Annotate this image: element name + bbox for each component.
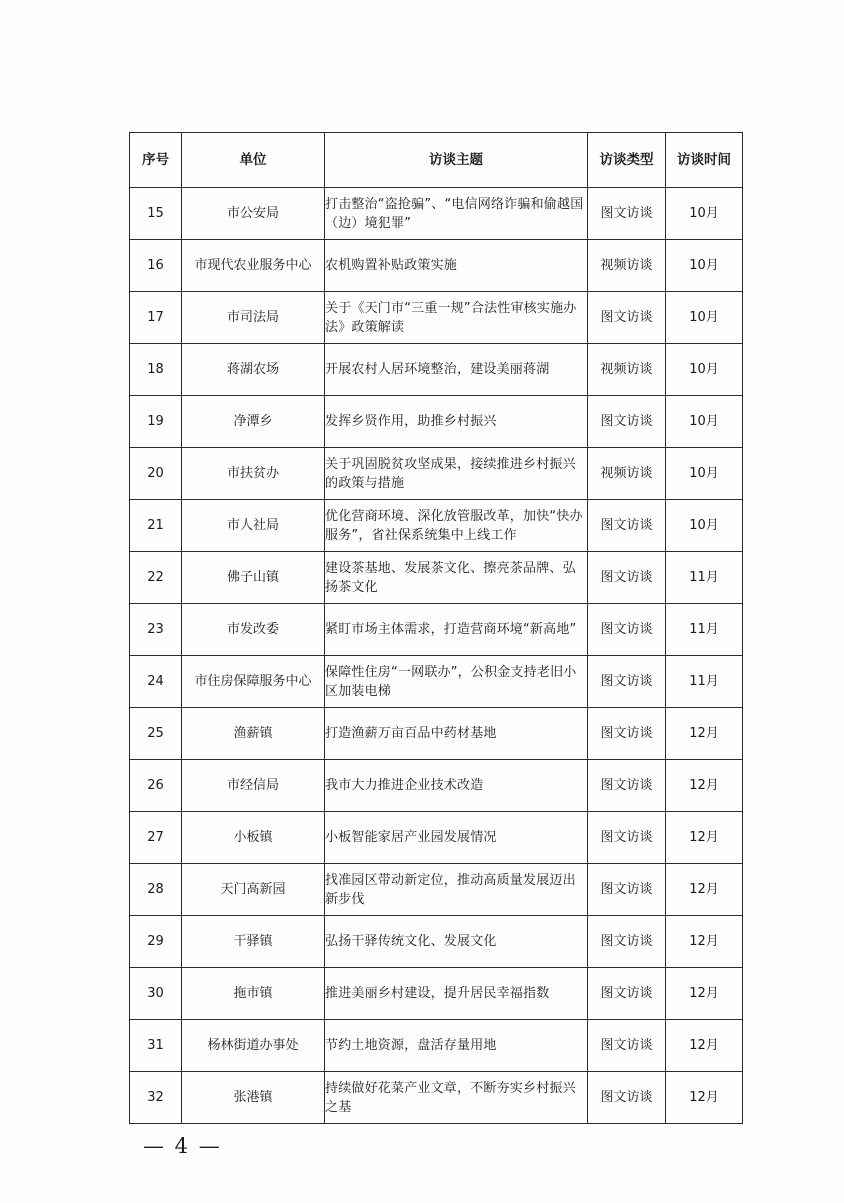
cell-topic: 优化营商环境、深化放管服改革，加快“快办服务”，省社保系统集中上线工作 [325,500,588,552]
cell-topic: 发挥乡贤作用，助推乡村振兴 [325,396,588,448]
cell-unit: 天门高新园 [182,864,325,916]
cell-unit: 净潭乡 [182,396,325,448]
cell-no: 18 [130,344,182,396]
table-row [130,760,743,812]
cell-topic: 推进美丽乡村建设，提升居民幸福指数 [325,968,588,1020]
cell-type: 图文访谈 [588,1072,666,1124]
cell-no: 32 [130,1072,182,1124]
interview-schedule-table [129,132,743,1124]
cell-topic: 我市大力推进企业技术改造 [325,760,588,812]
cell-time: 10月 [666,188,743,240]
cell-type: 图文访谈 [588,656,666,708]
header-type: 访谈类型 [588,133,666,188]
cell-time: 10月 [666,240,743,292]
cell-topic: 找准园区带动新定位，推动高质量发展迈出新步伐 [325,864,588,916]
cell-unit: 渔薪镇 [182,708,325,760]
table-body [130,188,743,1124]
cell-time: 11月 [666,604,743,656]
cell-type: 图文访谈 [588,292,666,344]
cell-topic: 建设茶基地、发展茶文化、擦亮茶品牌、弘扬茶文化 [325,552,588,604]
cell-time: 12月 [666,1020,743,1072]
cell-time: 10月 [666,344,743,396]
table-row [130,552,743,604]
table-row [130,448,743,500]
cell-no: 17 [130,292,182,344]
cell-unit: 佛子山镇 [182,552,325,604]
cell-unit: 杨林街道办事处 [182,1020,325,1072]
table-row [130,864,743,916]
cell-time: 12月 [666,864,743,916]
cell-no: 21 [130,500,182,552]
cell-no: 29 [130,916,182,968]
table-row [130,604,743,656]
table-row [130,812,743,864]
cell-unit: 小板镇 [182,812,325,864]
cell-topic: 农机购置补贴政策实施 [325,240,588,292]
cell-unit: 干驿镇 [182,916,325,968]
cell-time: 12月 [666,968,743,1020]
cell-no: 26 [130,760,182,812]
cell-type: 图文访谈 [588,188,666,240]
cell-time: 12月 [666,916,743,968]
cell-type: 图文访谈 [588,604,666,656]
table-header-row [130,133,743,188]
cell-type: 图文访谈 [588,1020,666,1072]
cell-no: 20 [130,448,182,500]
cell-topic: 持续做好花菜产业文章，不断夯实乡村振兴之基 [325,1072,588,1124]
cell-unit: 拖市镇 [182,968,325,1020]
table-row [130,500,743,552]
cell-unit: 市人社局 [182,500,325,552]
header-time: 访谈时间 [666,133,743,188]
header-unit: 单位 [182,133,325,188]
cell-topic: 小板智能家居产业园发展情况 [325,812,588,864]
table-row [130,1020,743,1072]
cell-time: 12月 [666,708,743,760]
cell-time: 12月 [666,1072,743,1124]
header-no: 序号 [130,133,182,188]
cell-topic: 紧盯市场主体需求，打造营商环境“新高地” [325,604,588,656]
cell-topic: 弘扬干驿传统文化、发展文化 [325,916,588,968]
cell-unit: 市发改委 [182,604,325,656]
cell-time: 10月 [666,448,743,500]
page-number: — 4 — [143,1134,222,1158]
cell-type: 图文访谈 [588,812,666,864]
cell-unit: 市住房保障服务中心 [182,656,325,708]
cell-type: 图文访谈 [588,864,666,916]
cell-unit: 市司法局 [182,292,325,344]
cell-topic: 节约土地资源，盘活存量用地 [325,1020,588,1072]
cell-time: 10月 [666,500,743,552]
cell-no: 27 [130,812,182,864]
cell-no: 25 [130,708,182,760]
cell-time: 11月 [666,552,743,604]
cell-unit: 蒋湖农场 [182,344,325,396]
table-row [130,396,743,448]
cell-no: 19 [130,396,182,448]
table-row [130,968,743,1020]
cell-type: 图文访谈 [588,552,666,604]
table-row [130,292,743,344]
cell-time: 12月 [666,812,743,864]
cell-topic: 保障性住房“一网联办”，公积金支持老旧小区加装电梯 [325,656,588,708]
cell-time: 12月 [666,760,743,812]
cell-type: 图文访谈 [588,500,666,552]
cell-topic: 开展农村人居环境整治，建设美丽蒋湖 [325,344,588,396]
cell-topic: 关于《天门市“三重一规”合法性审核实施办法》政策解读 [325,292,588,344]
cell-topic: 关于巩固脱贫攻坚成果，接续推进乡村振兴的政策与措施 [325,448,588,500]
table-row [130,240,743,292]
cell-time: 11月 [666,656,743,708]
table-row [130,708,743,760]
cell-type: 图文访谈 [588,916,666,968]
cell-unit: 市现代农业服务中心 [182,240,325,292]
cell-time: 10月 [666,292,743,344]
cell-no: 22 [130,552,182,604]
cell-no: 30 [130,968,182,1020]
cell-type: 图文访谈 [588,760,666,812]
table-row [130,656,743,708]
cell-unit: 市经信局 [182,760,325,812]
cell-topic: 打击整治“盗抢骗”、“电信网络诈骗和偷越国（边）境犯罪” [325,188,588,240]
header-topic: 访谈主题 [325,133,588,188]
table-row [130,1072,743,1124]
cell-no: 28 [130,864,182,916]
table-row [130,916,743,968]
cell-no: 23 [130,604,182,656]
cell-unit: 市扶贫办 [182,448,325,500]
table-row [130,344,743,396]
cell-topic: 打造渔薪万亩百品中药材基地 [325,708,588,760]
cell-no: 15 [130,188,182,240]
cell-no: 16 [130,240,182,292]
cell-time: 10月 [666,396,743,448]
cell-type: 视频访谈 [588,344,666,396]
table-row [130,188,743,240]
cell-unit: 市公安局 [182,188,325,240]
cell-no: 24 [130,656,182,708]
cell-type: 视频访谈 [588,448,666,500]
cell-type: 视频访谈 [588,240,666,292]
cell-type: 图文访谈 [588,396,666,448]
cell-type: 图文访谈 [588,708,666,760]
cell-unit: 张港镇 [182,1072,325,1124]
cell-type: 图文访谈 [588,968,666,1020]
cell-no: 31 [130,1020,182,1072]
